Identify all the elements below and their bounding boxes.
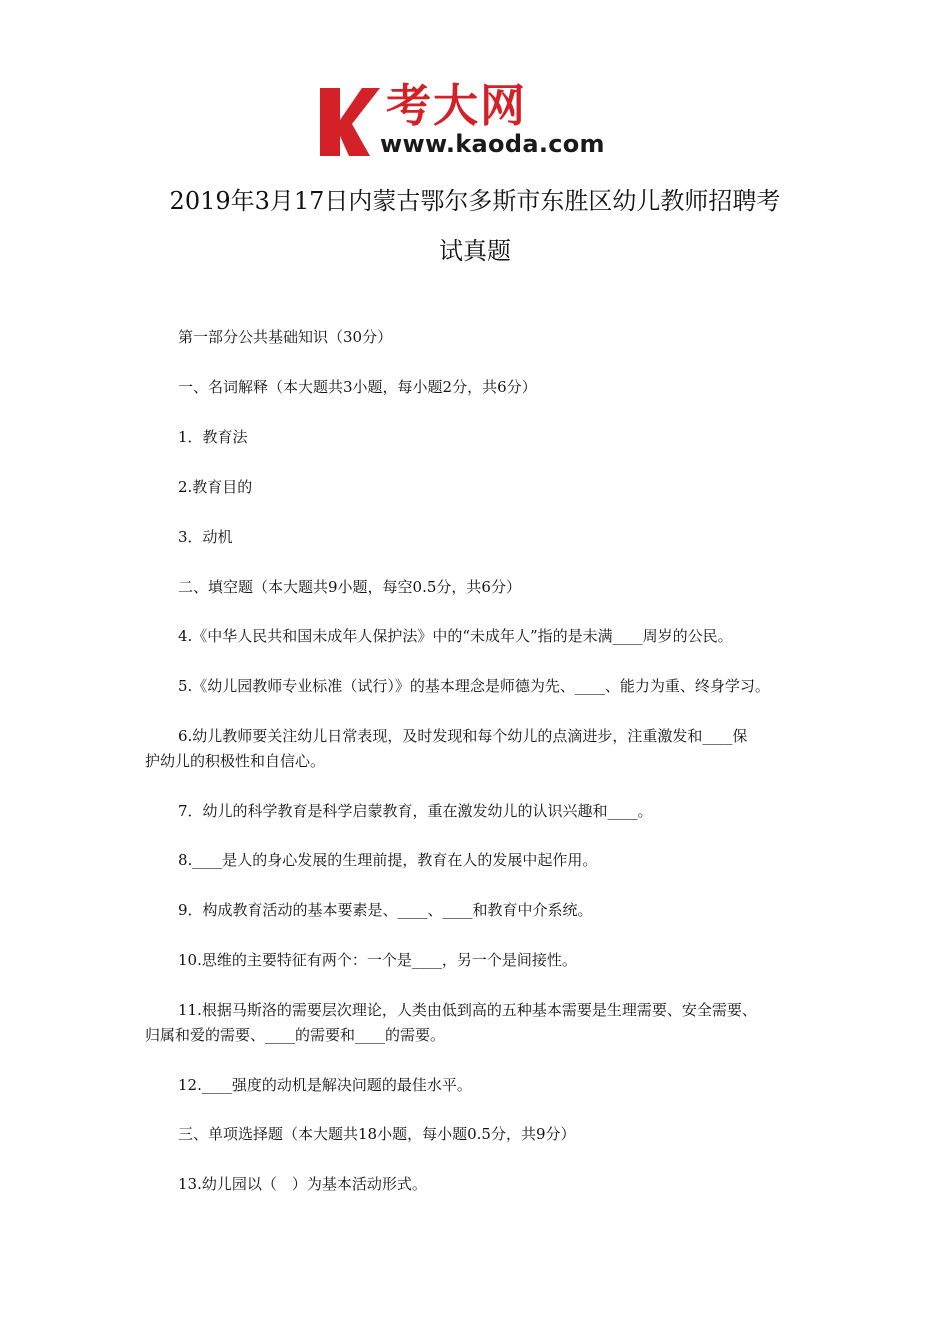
k-letter-icon xyxy=(318,84,380,156)
question-4: 4.《中华人民共和国未成年人保护法》中的“未成年人”指的是未满____周岁的公民。 xyxy=(178,627,733,645)
section2-heading: 二、填空题（本大题共9小题，每空0.5分，共6分） xyxy=(178,578,521,596)
document-title-line1: 2019年3月17日内蒙古鄂尔多斯市东胜区幼儿教师招聘考 xyxy=(169,187,781,215)
question-11-line1: 11.根据马斯洛的需要层次理论，人类由低到高的五种基本需要是生理需要、安全需要、 xyxy=(178,1001,757,1019)
question-12: 12.____强度的动机是解决问题的最佳水平。 xyxy=(178,1076,472,1094)
logo-brand-text: 考大网 xyxy=(386,79,528,132)
question-6-line1: 6.幼儿教师要关注幼儿日常表现，及时发现和每个幼儿的点滴进步，注重激发和____保 xyxy=(178,727,748,745)
section3-heading: 三、单项选择题（本大题共18小题，每小题0.5分，共9分） xyxy=(178,1125,576,1143)
question-9: 9．构成教育活动的基本要素是、____、____和教育中介系统。 xyxy=(178,901,593,919)
section1-heading: 一、名词解释（本大题共3小题，每小题2分，共6分） xyxy=(178,378,537,396)
question-5: 5.《幼儿园教师专业标准（试行）》的基本理念是师德为先、____、能力为重、终身学习。 xyxy=(178,677,770,695)
question-10: 10.思维的主要特征有两个：一个是____，另一个是间接性。 xyxy=(178,951,577,969)
question-8: 8.____是人的身心发展的生理前提，教育在人的发展中起作用。 xyxy=(178,851,598,869)
question-1: 1．教育法 xyxy=(178,428,248,446)
question-13: 13.幼儿园以（ ）为基本活动形式。 xyxy=(178,1175,427,1193)
question-3: 3．动机 xyxy=(178,528,233,546)
question-2: 2.教育目的 xyxy=(178,478,253,496)
question-6-line2: 护幼儿的积极性和自信心。 xyxy=(145,752,326,770)
question-7: 7．幼儿的科学教育是科学启蒙教育，重在激发幼儿的认识兴趣和____。 xyxy=(178,802,653,820)
question-11-line2: 归属和爱的需要、____的需要和____的需要。 xyxy=(145,1026,446,1044)
kaoda-logo xyxy=(318,80,640,162)
part1-heading: 第一部分公共基础知识（30分） xyxy=(178,328,393,346)
document-title-line2: 试真题 xyxy=(439,237,511,265)
logo-url-text: www.kaoda.com xyxy=(380,130,605,158)
